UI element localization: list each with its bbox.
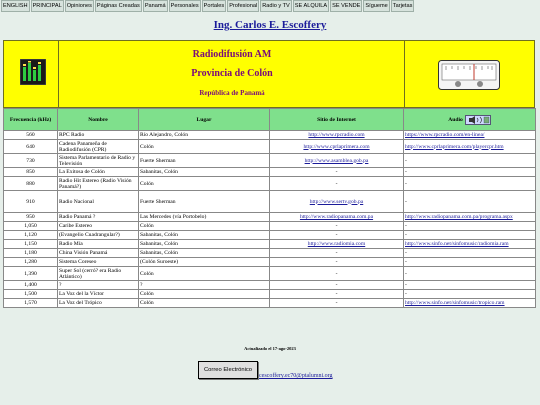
cell-website: -	[270, 231, 404, 240]
cell-frequency: 1,150	[4, 240, 58, 249]
header-title-cell	[59, 41, 405, 107]
cell-frequency: 560	[4, 131, 58, 140]
table-row	[4, 191, 536, 213]
email-link[interactable]: cescoffery.ec70@ptalumni.org	[259, 373, 333, 379]
stations-table	[3, 108, 536, 308]
cell-frequency: 1,390	[4, 267, 58, 281]
table-row	[4, 281, 536, 290]
cell-audio: -	[404, 168, 536, 177]
cell-location: Colón	[139, 299, 270, 308]
nav-link-profesional[interactable]: Profesional	[227, 0, 259, 12]
cell-location: Sabanitas, Colón	[139, 168, 270, 177]
last-updated: Actualizado el 17-ago-2023	[244, 346, 296, 351]
nav-link-opiniones[interactable]: Opiniones	[65, 0, 94, 12]
cell-location: Colón	[139, 267, 270, 281]
column-header-location: Lugar	[139, 109, 270, 131]
cell-name: RPC Radio	[58, 131, 139, 140]
cell-audio[interactable]: http://www.radiopanama.com.pa/programa.aspx	[404, 213, 536, 222]
email-button[interactable]: Correo Electrónico	[198, 361, 258, 379]
cell-audio[interactable]: http://www.sinfo.net/sinfomusic/radiomia.ram	[404, 240, 536, 249]
cell-location: Fuerte Sherman	[139, 191, 270, 213]
cell-frequency: 880	[4, 177, 58, 191]
cell-location: Colón	[139, 177, 270, 191]
cell-website[interactable]: http://www.sertv.gob.pa	[270, 191, 404, 213]
table-row	[4, 168, 536, 177]
cell-name: La Voz del Trópico	[58, 299, 139, 308]
cell-name: Radio Nacional	[58, 191, 139, 213]
column-header-website: Sitio de Internet	[270, 109, 404, 131]
cell-website[interactable]: http://www.asamblea.gob.pa	[270, 154, 404, 168]
nav-link-portales[interactable]: Portales	[202, 0, 227, 12]
table-row	[4, 131, 536, 140]
cell-frequency: 730	[4, 154, 58, 168]
cell-audio: -	[404, 290, 536, 299]
cell-name: La Exitosa de Colón	[58, 168, 139, 177]
cell-frequency: 950	[4, 213, 58, 222]
audio-label: Audio	[448, 116, 463, 123]
table-row	[4, 249, 536, 258]
cell-audio: -	[404, 191, 536, 213]
cell-audio: -	[404, 231, 536, 240]
cell-website: -	[270, 168, 404, 177]
table-row	[4, 177, 536, 191]
cell-audio: -	[404, 249, 536, 258]
page-header	[3, 40, 535, 108]
site-title-link[interactable]: Ing. Carlos E. Escoffery	[213, 19, 327, 31]
header-right-cell	[405, 41, 534, 107]
cell-location: ?	[139, 281, 270, 290]
cell-location: Sabanitas, Colón	[139, 249, 270, 258]
speaker-icon	[465, 115, 491, 125]
cell-website: -	[270, 290, 404, 299]
cell-audio: -	[404, 154, 536, 168]
cell-name: Caribe Estereo	[58, 222, 139, 231]
cell-location: Colón	[139, 290, 270, 299]
table-row	[4, 258, 536, 267]
cell-website: -	[270, 281, 404, 290]
column-header-frequency: Frecuencia (kHz)	[4, 109, 58, 131]
cell-website[interactable]: http://www.radiomia.com	[270, 240, 404, 249]
cell-frequency: 1,120	[4, 231, 58, 240]
cell-website: -	[270, 267, 404, 281]
cell-name: Sistema Coreseo	[58, 258, 139, 267]
cell-name: (Evangelio Cuadrangular?)	[58, 231, 139, 240]
cell-location: Río Alejandro, Colón	[139, 131, 270, 140]
table-row	[4, 240, 536, 249]
table-row	[4, 267, 536, 281]
cell-location: Sabanitas, Colón	[139, 240, 270, 249]
cell-location: Sabanitas, Colón	[139, 231, 270, 240]
table-row	[4, 231, 536, 240]
page-country: República de Panamá	[199, 89, 265, 97]
cell-audio[interactable]: https://www.rpcradio.com/en-linea/	[404, 131, 536, 140]
table-row	[4, 140, 536, 154]
cell-frequency: 850	[4, 168, 58, 177]
cell-website[interactable]: http://www.radiopanama.com.pa	[270, 213, 404, 222]
cell-name: Radio Panamá ?	[58, 213, 139, 222]
cell-website: -	[270, 177, 404, 191]
nav-link-se-vende[interactable]: SE VENDE	[330, 0, 362, 12]
cell-name: Radio Hit Estereo (Radio Visión Panamá?)	[58, 177, 139, 191]
nav-link-panam-[interactable]: Panamá	[143, 0, 168, 12]
cell-name: Sistema Parlamentario de Radio y Televisión	[58, 154, 139, 168]
nav-link-radio-y-tv[interactable]: Radio y TV	[260, 0, 292, 12]
cell-website[interactable]: http://www.rpcradio.com	[270, 131, 404, 140]
column-header-audio	[404, 109, 536, 131]
cell-name: La Voz del la Víctor	[58, 290, 139, 299]
cell-audio: -	[404, 281, 536, 290]
top-navigation	[0, 0, 540, 11]
table-row	[4, 222, 536, 231]
table-row	[4, 154, 536, 168]
nav-link-s-gueme[interactable]: Sígueme	[363, 0, 389, 12]
table-row	[4, 290, 536, 299]
nav-link-principal[interactable]: PRINCIPAL	[31, 0, 64, 12]
cell-frequency: 640	[4, 140, 58, 154]
cell-frequency: 910	[4, 191, 58, 213]
cell-location: Las Mercedes (vía Portobelo)	[139, 213, 270, 222]
page-title: Radiodifusión AM	[192, 49, 272, 60]
cell-website: -	[270, 299, 404, 308]
cell-name: Radio Mía	[58, 240, 139, 249]
nav-link-se-alquila[interactable]: SE ALQUILA	[293, 0, 329, 12]
equalizer-icon	[20, 59, 46, 85]
nav-link-personales[interactable]: Personales	[169, 0, 201, 12]
cell-audio: -	[404, 222, 536, 231]
cell-frequency: 1,050	[4, 222, 58, 231]
cell-frequency: 1,180	[4, 249, 58, 258]
nav-link-p-ginas-creadas[interactable]: Páginas Creadas	[95, 0, 142, 12]
cell-website[interactable]: http://www.cprlaprimera.com	[270, 140, 404, 154]
table-header-row	[4, 109, 536, 131]
cell-name: ?	[58, 281, 139, 290]
cell-name: China Visión Panamá	[58, 249, 139, 258]
cell-audio[interactable]: http://www.cprlaprimera.com/playercpr.htm	[404, 140, 536, 154]
cell-website: -	[270, 222, 404, 231]
cell-website: -	[270, 249, 404, 258]
cell-name: Super Sol (cerró? era Radio Atlántico)	[58, 267, 139, 281]
cell-frequency: 1,570	[4, 299, 58, 308]
radio-tuner-icon	[438, 60, 500, 90]
cell-audio[interactable]: http://www.sinfo.net/sinfomusic/tropico.ram	[404, 299, 536, 308]
cell-frequency: 1,500	[4, 290, 58, 299]
cell-audio: -	[404, 267, 536, 281]
table-row	[4, 213, 536, 222]
cell-frequency: 1,280	[4, 258, 58, 267]
table-row	[4, 299, 536, 308]
nav-link-english[interactable]: ENGLISH	[1, 0, 30, 12]
page-subtitle: Provincia de Colón	[191, 68, 273, 79]
cell-name: Cadena Panameña de Radiodifusión (CPR)	[58, 140, 139, 154]
cell-location: Fuerte Sherman	[139, 154, 270, 168]
cell-location: Colón	[139, 222, 270, 231]
header-left-cell	[4, 41, 59, 107]
cell-frequency: 1,400	[4, 281, 58, 290]
column-header-name: Nombre	[58, 109, 139, 131]
cell-location: (Colón Suroeste)	[139, 258, 270, 267]
cell-website: -	[270, 258, 404, 267]
cell-audio: -	[404, 258, 536, 267]
cell-location: Colón	[139, 140, 270, 154]
cell-audio: -	[404, 177, 536, 191]
nav-link-tarjetas[interactable]: Tarjetas	[391, 0, 415, 12]
